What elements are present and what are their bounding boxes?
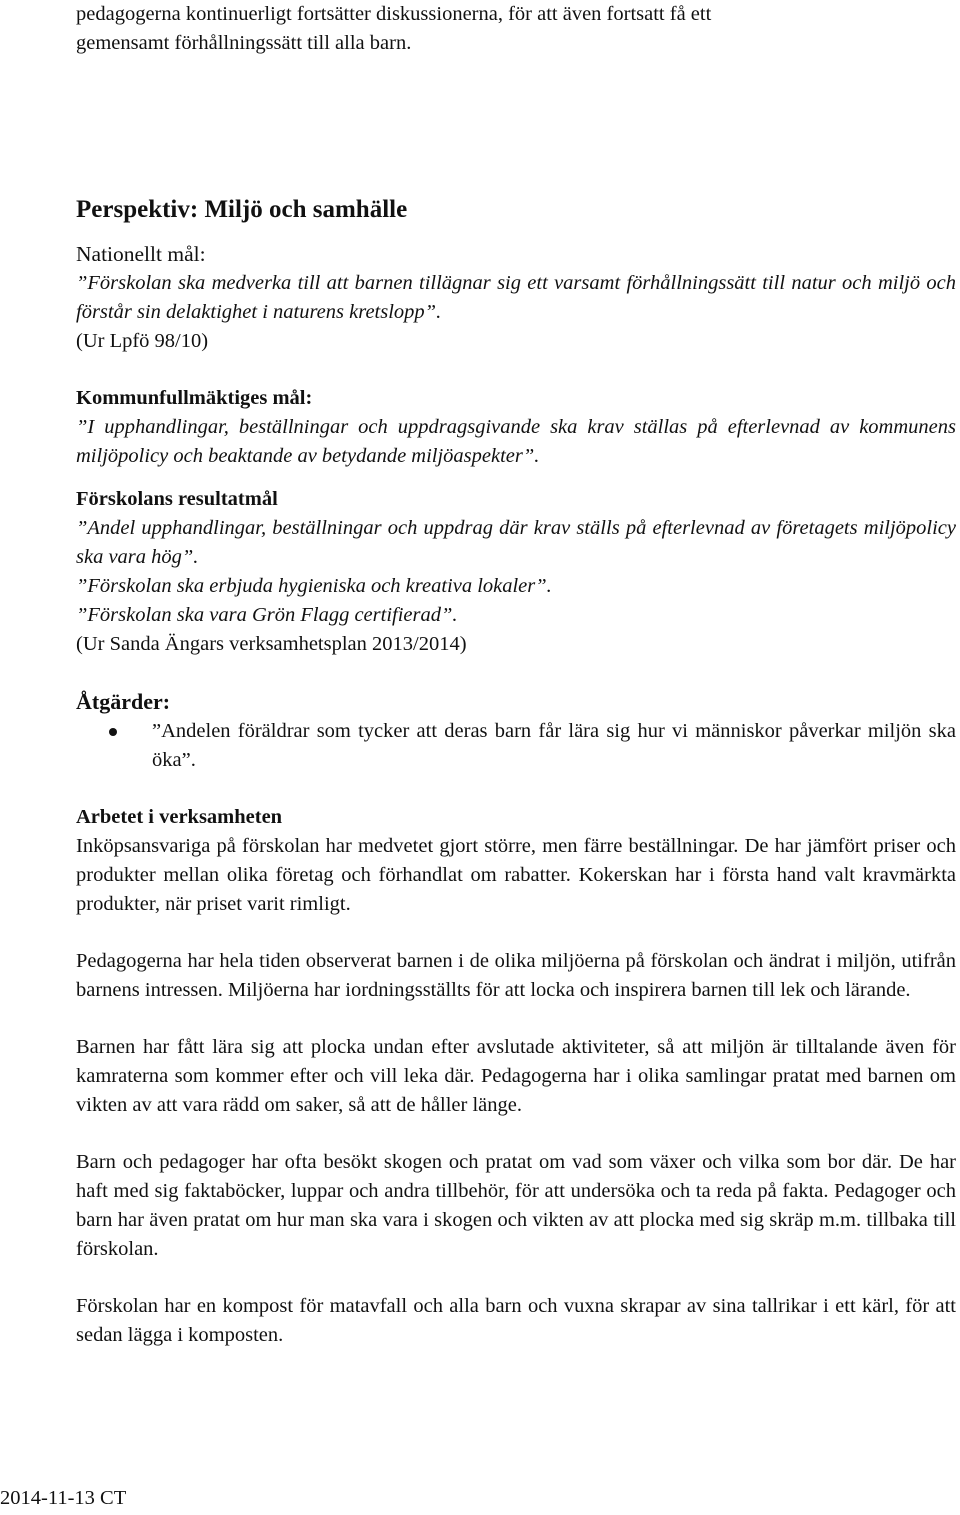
- actions-heading: Åtgärder:: [76, 689, 171, 714]
- national-goal-quote: ”Förskolan ska medverka till att barnen tillägnar sig ett varsamt förhållningssätt till natur och miljö och förstår sin delaktighet i naturens kretslopp”.: [76, 272, 956, 323]
- section-title: Perspektiv: Miljö och samhälle: [76, 196, 408, 223]
- footer-date: 2014-11-13 CT: [0, 1487, 127, 1509]
- national-goal-source: (Ur Lpfö 98/10): [76, 330, 209, 352]
- preschool-goal-source: (Ur Sanda Ängars verksamhetsplan 2013/2014): [76, 633, 467, 655]
- document-page: [76, 0, 956, 1350]
- work-paragraph-3: Barnen har fått lära sig att plocka undan efter avslutade aktiviteter, så att miljön är tilltalande även för kamraterna som kommer efter och vill leka där. Pedagogerna har i olika samlingar pratat med barnen om vikten av att vara rädd om saker, så att de håller länge.: [76, 1036, 956, 1116]
- actions-list-item: [76, 717, 956, 775]
- council-goal-quote: ”I upphandlingar, beställningar och uppdragsgivande ska krav ställas på efterlevnad av kommunens miljöpolicy och beaktande av betydande miljöaspekter”.: [76, 416, 956, 467]
- work-paragraph-2: Pedagogerna har hela tiden observerat barnen i de olika miljöerna på förskolan och ändrat i miljön, utifrån barnens intressen. Miljöerna har iordningsställts för att locka och inspirera barnen till lek och lärande.: [76, 950, 956, 1001]
- work-heading: Arbetet i verksamheten: [76, 806, 283, 828]
- national-goal-heading: Nationellt mål:: [76, 242, 206, 266]
- actions-item-text: ”Andelen föräldrar som tycker att deras barn får lära sig hur vi människor påverkar miljön ska öka”.: [152, 720, 956, 771]
- intro-line-1: pedagogerna kontinuerligt fortsätter diskussionerna, för att även fortsatt få ett: [76, 3, 712, 25]
- preschool-goal-quote-1: ”Andel upphandlingar, beställningar och uppdrag där krav ställs på efterlevnad av företagets miljöpolicy ska vara hög”.: [76, 517, 956, 568]
- bullet-icon: [109, 728, 117, 736]
- preschool-goal-quote-3: ”Förskolan ska vara Grön Flagg certifierad”.: [76, 604, 458, 626]
- work-paragraph-4: Barn och pedagoger har ofta besökt skogen och pratat om vad som växer och vilka som bor där. De har haft med sig faktaböcker, luppar och andra tillbehör, för att undersöka och ta reda på fakta. Pedagoger och barn har även pratat om hur man ska vara i skogen och vikten av att plocka med sig skräp m.m. tillbaka till förskolan.: [76, 1151, 956, 1260]
- work-paragraph-5: Förskolan har en kompost för matavfall och alla barn och vuxna skrapar av sina tallrikar i ett kärl, för att sedan lägga i komposten.: [76, 1295, 956, 1346]
- intro-line-2: gemensamt förhållningssätt till alla barn.: [76, 32, 412, 54]
- council-goal-heading: Kommunfullmäktiges mål:: [76, 387, 313, 409]
- preschool-goal-heading: Förskolans resultatmål: [76, 488, 278, 510]
- work-paragraph-1: Inköpsansvariga på förskolan har medvetet gjort större, men färre beställningar. De har jämfört priser och produkter mellan olika företag och förhandlat om rabatter. Kokerskan har i första hand valt kravmärkta produkter, när priset varit rimligt.: [76, 835, 956, 915]
- preschool-goal-quote-2: ”Förskolan ska erbjuda hygieniska och kreativa lokaler”.: [76, 575, 552, 597]
